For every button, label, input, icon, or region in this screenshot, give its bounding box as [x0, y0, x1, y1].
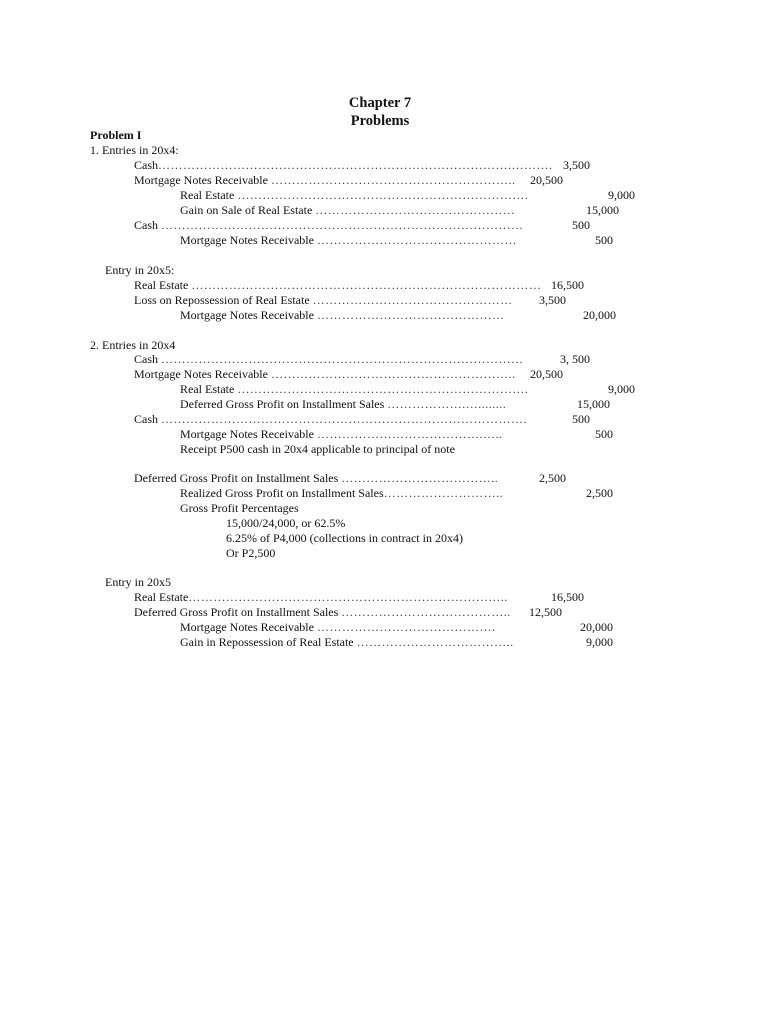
- debit-amount: 3,500: [539, 293, 566, 307]
- account-label: Deferred Gross Profit on Installment Sales: [180, 397, 385, 411]
- journal-row: [180, 203, 515, 218]
- account-label: Gain in Repossession of Real Estate: [180, 635, 354, 649]
- dot-leader: …………………………………………………………….: [237, 382, 529, 396]
- dot-leader: ……………….…........: [387, 397, 507, 411]
- dot-leader: …………………………………………: [315, 203, 516, 217]
- journal-row: [134, 590, 508, 605]
- account-label: Gain on Sale of Real Estate: [180, 203, 313, 217]
- dot-leader: …………………………………..: [341, 605, 511, 619]
- debit-amount: 16,500: [551, 590, 584, 604]
- dot-leader: …………………………………………: [316, 233, 517, 247]
- journal-row: [134, 173, 515, 188]
- account-label: Realized Gross Profit on Installment Sales: [180, 486, 384, 500]
- section-heading: Entry in 20x5: [105, 575, 171, 589]
- section-heading: 1. Entries in 20x4:: [90, 143, 179, 157]
- journal-row: [134, 352, 524, 367]
- account-label: Real Estate: [180, 382, 235, 396]
- gp-line: 15,000/24,000, or 62.5%: [226, 516, 346, 530]
- credit-amount: 2,500: [586, 486, 613, 500]
- gp-heading: Gross Profit Percentages: [180, 501, 299, 515]
- debit-amount: 500: [572, 218, 590, 232]
- dot-leader: ………………………………….…..: [316, 427, 503, 441]
- gp-line: 6.25% of P4,000 (collections in contract in 20x4): [226, 531, 463, 545]
- credit-amount: 9,000: [608, 382, 635, 396]
- journal-row: [180, 397, 506, 412]
- dot-leader: …………………………………………………………………..: [188, 590, 508, 604]
- section-heading: Entry in 20x5:: [105, 263, 175, 277]
- account-label: Cash: [134, 158, 158, 172]
- account-label: Cash: [134, 412, 158, 426]
- dot-leader: …………………………………………: [312, 293, 513, 307]
- credit-amount: 15,000: [577, 397, 610, 411]
- account-label: Mortgage Notes Receivable: [180, 233, 314, 247]
- credit-amount: 500: [595, 233, 613, 247]
- dot-leader: …………………………………………………………………………….: [161, 412, 527, 426]
- debit-amount: 3,500: [563, 158, 590, 172]
- account-label: Cash: [134, 352, 158, 366]
- dot-leader: ………………………………………: [316, 308, 505, 322]
- journal-row: [134, 605, 511, 620]
- journal-row: [134, 218, 524, 233]
- dot-leader: …………………………………………………………….: [237, 188, 529, 202]
- credit-amount: 9,000: [586, 635, 613, 649]
- journal-row: [134, 158, 553, 173]
- account-label: Real Estate: [134, 278, 189, 292]
- credit-amount: 15,000: [586, 203, 619, 217]
- dot-leader: ………………………..: [383, 486, 504, 500]
- chapter-subtitle: Problems: [350, 113, 410, 129]
- dot-leader: ………………………………..: [341, 471, 499, 485]
- journal-row: [180, 620, 495, 635]
- account-label: Mortgage Notes Receivable: [180, 308, 314, 322]
- journal-row: [180, 233, 517, 248]
- journal-row: [134, 471, 498, 486]
- credit-amount: 9,000: [608, 188, 635, 202]
- journal-row: [180, 382, 528, 397]
- gp-line: Or P2,500: [226, 546, 276, 560]
- journal-row: [134, 293, 513, 308]
- journal-row: [180, 308, 504, 323]
- debit-amount: 2,500: [539, 471, 566, 485]
- debit-amount: 20,500: [530, 173, 563, 187]
- journal-row: [134, 412, 527, 427]
- account-label: Real Estate: [134, 590, 189, 604]
- account-label: Cash: [134, 218, 158, 232]
- debit-amount: 20,500: [530, 367, 563, 381]
- journal-row: [180, 486, 503, 501]
- title-block: [0, 94, 760, 130]
- debit-amount: 12,500: [529, 605, 562, 619]
- credit-amount: 20,000: [583, 308, 616, 322]
- dot-leader: ……………………………………………………………………………: [161, 218, 524, 232]
- account-label: Mortgage Notes Receivable: [180, 620, 314, 634]
- dot-leader: …………………………………….: [316, 620, 496, 634]
- account-label: Deferred Gross Profit on Installment Sales: [134, 471, 339, 485]
- dot-leader: …………………………………………………..: [270, 173, 516, 187]
- journal-row: [180, 635, 514, 650]
- journal-row: [180, 427, 502, 442]
- account-label: Loss on Repossession of Real Estate: [134, 293, 310, 307]
- dot-leader: …………………………………………………………………………: [191, 278, 542, 292]
- problem-title: Problem I: [90, 128, 142, 142]
- dot-leader: ……………………………………………………………………………: [161, 352, 524, 366]
- credit-amount: 20,000: [580, 620, 613, 634]
- debit-amount: 16,500: [551, 278, 584, 292]
- dot-leader: …………………………………………………..: [270, 367, 516, 381]
- account-label: Real Estate: [180, 188, 235, 202]
- entry-note: Receipt P500 cash in 20x4 applicable to principal of note: [180, 442, 455, 456]
- journal-row: [134, 367, 515, 382]
- journal-row: [180, 188, 528, 203]
- dot-leader: ………………………………..: [356, 635, 514, 649]
- credit-amount: 500: [595, 427, 613, 441]
- account-label: Mortgage Notes Receivable: [134, 173, 268, 187]
- section-heading: 2. Entries in 20x4: [90, 338, 176, 352]
- chapter-title: Chapter 7: [348, 95, 412, 111]
- dot-leader: ………………………………………………………………………….……….: [158, 158, 553, 172]
- account-label: Deferred Gross Profit on Installment Sales: [134, 605, 339, 619]
- account-label: Mortgage Notes Receivable: [134, 367, 268, 381]
- journal-row: [134, 278, 541, 293]
- debit-amount: 500: [572, 412, 590, 426]
- debit-amount: 3, 500: [560, 352, 590, 366]
- account-label: Mortgage Notes Receivable: [180, 427, 314, 441]
